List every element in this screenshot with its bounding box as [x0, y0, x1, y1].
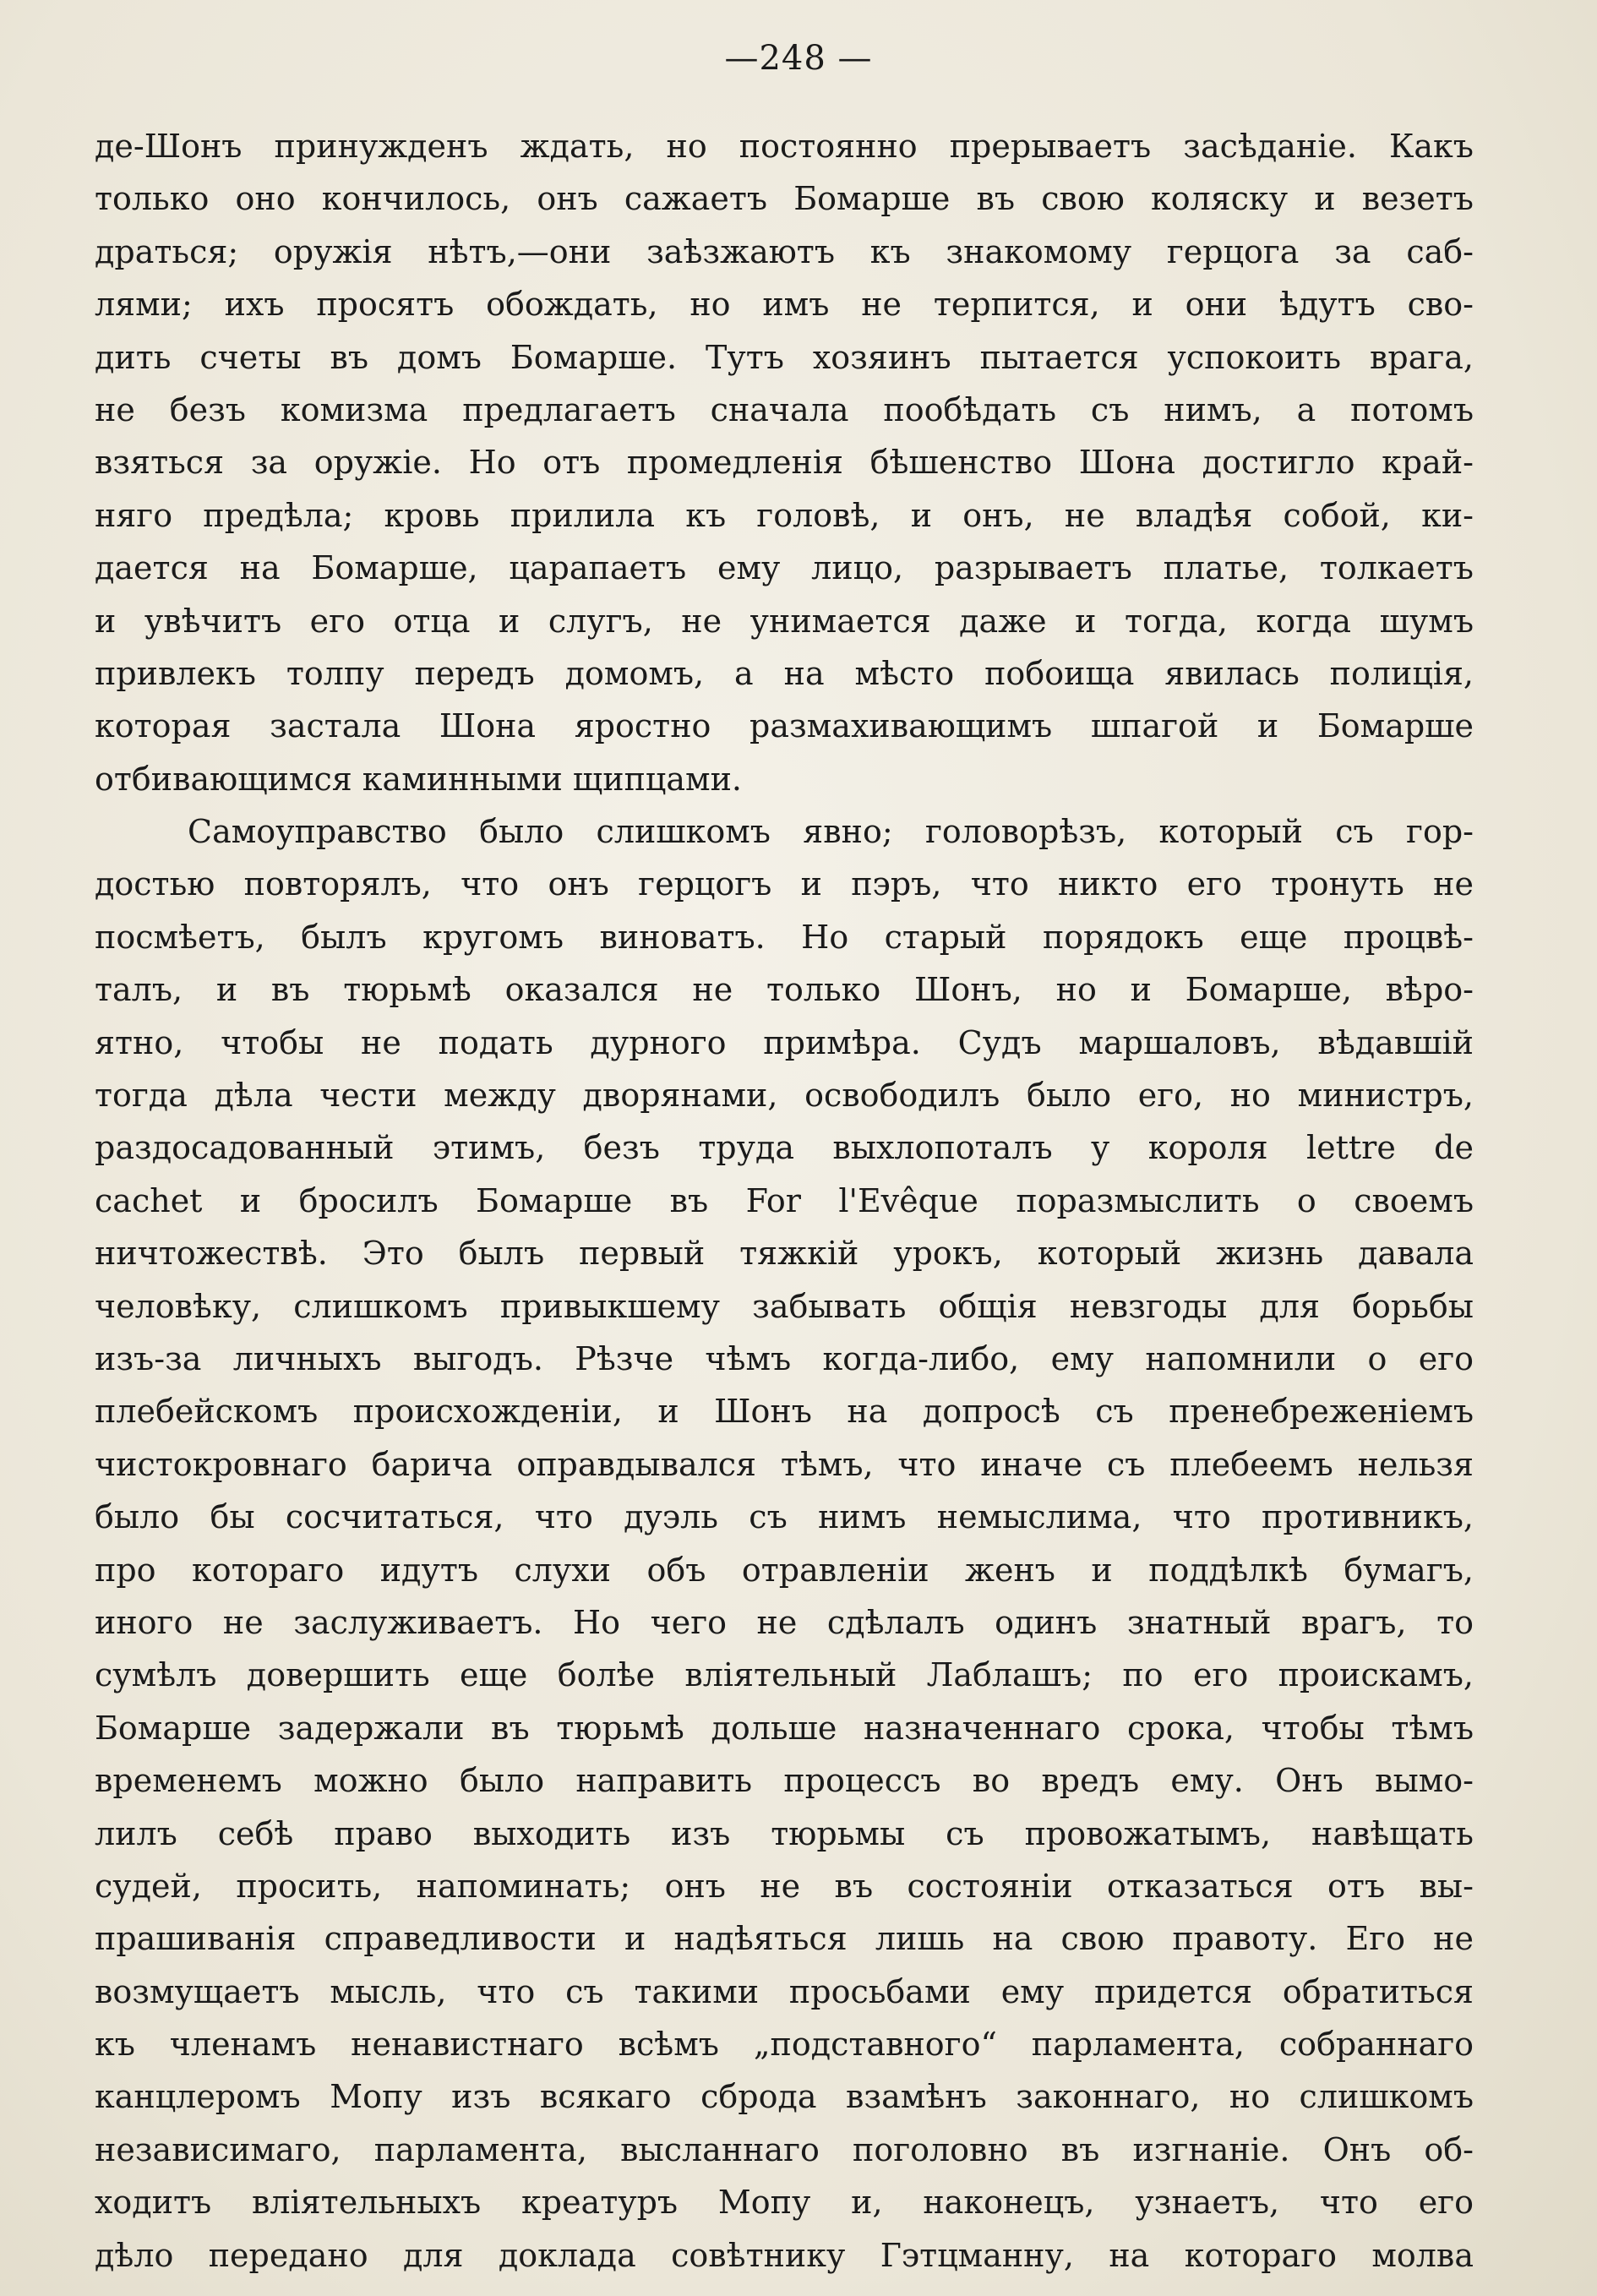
text-line: къ членамъ ненавистнаго всѣмъ „подставного“ парламента, собраннаго: [95, 2026, 1474, 2064]
text-line: cachet и бросилъ Бомарше въ For l'Evêque поразмыслить о своемъ: [95, 1181, 1474, 1219]
text-line: взяться за оружіе. Но отъ промедленія бѣшенство Шона достигло край-: [95, 444, 1474, 482]
text-line: де-Шонъ принужденъ ждать, но постоянно прерываетъ засѣданіе. Какъ: [95, 128, 1474, 165]
text-line: дить счеты въ домъ Бомарше. Тутъ хозяинъ пытается успокоить врага,: [95, 338, 1474, 376]
text-line: лями; ихъ просятъ обождать, но имъ не терпится, и они ѣдутъ сво-: [95, 286, 1474, 324]
text-line: сумѣлъ довершить еще болѣе вліятельный Лаблашъ; по его проискамъ,: [95, 1656, 1474, 1694]
text-line: няго предѣла; кровь прилила къ головѣ, и онъ, не владѣя собой, ки-: [95, 496, 1474, 534]
text-line: которая застала Шона яростно размахивающимъ шпагой и Бомарше: [95, 707, 1474, 745]
text-line: достью повторялъ, что онъ герцогъ и пэръ, что никто его тронуть не: [95, 865, 1474, 903]
body-text: [95, 120, 1474, 2282]
text-line: человѣку, слишкомъ привыкшему забывать общія невзгоды для борьбы: [95, 1287, 1474, 1325]
text-line: возмущаетъ мысль, что съ такими просьбами ему придется обратиться: [95, 1972, 1474, 2010]
text-line: дѣло передано для доклада совѣтнику Гэтцманну, на котораго молва: [95, 2236, 1474, 2274]
text-line: иного не заслуживаетъ. Но чего не сдѣлалъ одинъ знатный врагъ, то: [95, 1603, 1474, 1641]
text-line: плебейскомъ происхожденіи, и Шонъ на допросѣ съ пренебреженіемъ: [95, 1393, 1474, 1431]
text-line: судей, просить, напоминать; онъ не въ состояніи отказаться отъ вы-: [95, 1867, 1474, 1905]
text-line: не безъ комизма предлагаетъ сначала пообѣдать съ нимъ, а потомъ: [95, 390, 1474, 428]
text-line: про котораго идутъ слухи объ отравленіи женъ и поддѣлкѣ бумагъ,: [95, 1551, 1474, 1589]
text-line: прашиванія справедливости и надѣяться лишь на свою правоту. Его не: [95, 1920, 1474, 1958]
text-line: драться; оружія нѣтъ,—они заѣзжаютъ къ знакомому герцога за саб-: [95, 232, 1474, 270]
text-line: изъ-за личныхъ выгодъ. Рѣзче чѣмъ когда-либо, ему напомнили о его: [95, 1339, 1474, 1377]
text-line: лилъ себѣ право выходить изъ тюрьмы съ провожатымъ, навѣщать: [95, 1814, 1474, 1852]
text-line: ничтожествѣ. Это былъ первый тяжкій урокъ, который жизнь давала: [95, 1235, 1474, 1273]
text-line: чистокровнаго барича оправдывался тѣмъ, что иначе съ плебеемъ нельзя: [95, 1445, 1474, 1483]
page-number: —248 —: [724, 39, 873, 78]
text-line: и увѣчитъ его отца и слугъ, не унимается даже и тогда, когда шумъ: [95, 602, 1474, 640]
text-line: Бомарше задержали въ тюрьмѣ дольше назначеннаго срока, чтобы тѣмъ: [95, 1709, 1474, 1747]
text-line: ятно, чтобы не подать дурного примѣра. Судъ маршаловъ, вѣдавшій: [95, 1023, 1474, 1061]
text-line: привлекъ толпу передъ домомъ, а на мѣсто побоища явилась полиція,: [95, 654, 1474, 692]
text-line: талъ, и въ тюрьмѣ оказался не только Шонъ, но и Бомарше, вѣро-: [95, 971, 1474, 1009]
paragraph-end-line: отбивающимся каминными щипцами.: [95, 760, 742, 798]
text-line: тогда дѣла чести между дворянами, освободилъ было его, но министръ,: [95, 1077, 1474, 1115]
text-line: временемъ можно было направить процессъ во вредъ ему. Онъ вымо-: [95, 1762, 1474, 1800]
text-line: ходитъ вліятельныхъ креатуръ Мопу и, наконецъ, узнаетъ, что его: [95, 2184, 1474, 2222]
paragraph-start-line: Самоуправство было слишкомъ явно; головорѣзъ, который съ гор-: [188, 813, 1474, 851]
text-line: независимаго, парламента, высланнаго поголовно въ изгнаніе. Онъ об-: [95, 2130, 1474, 2168]
text-line: только оно кончилось, онъ сажаетъ Бомарше въ свою коляску и везетъ: [95, 180, 1474, 218]
text-line: посмѣетъ, былъ кругомъ виноватъ. Но старый порядокъ еще процвѣ-: [95, 918, 1474, 956]
text-line: дается на Бомарше, царапаетъ ему лицо, разрываетъ платье, толкаетъ: [95, 549, 1474, 587]
text-line: раздосадованный этимъ, безъ труда выхлопоталъ у короля lettre de: [95, 1129, 1474, 1167]
text-line: канцлеромъ Мопу изъ всякаго сброда взамѣнъ законнаго, но слишкомъ: [95, 2078, 1474, 2116]
text-line: было бы сосчитаться, что дуэль съ нимъ немыслима, что противникъ,: [95, 1498, 1474, 1536]
